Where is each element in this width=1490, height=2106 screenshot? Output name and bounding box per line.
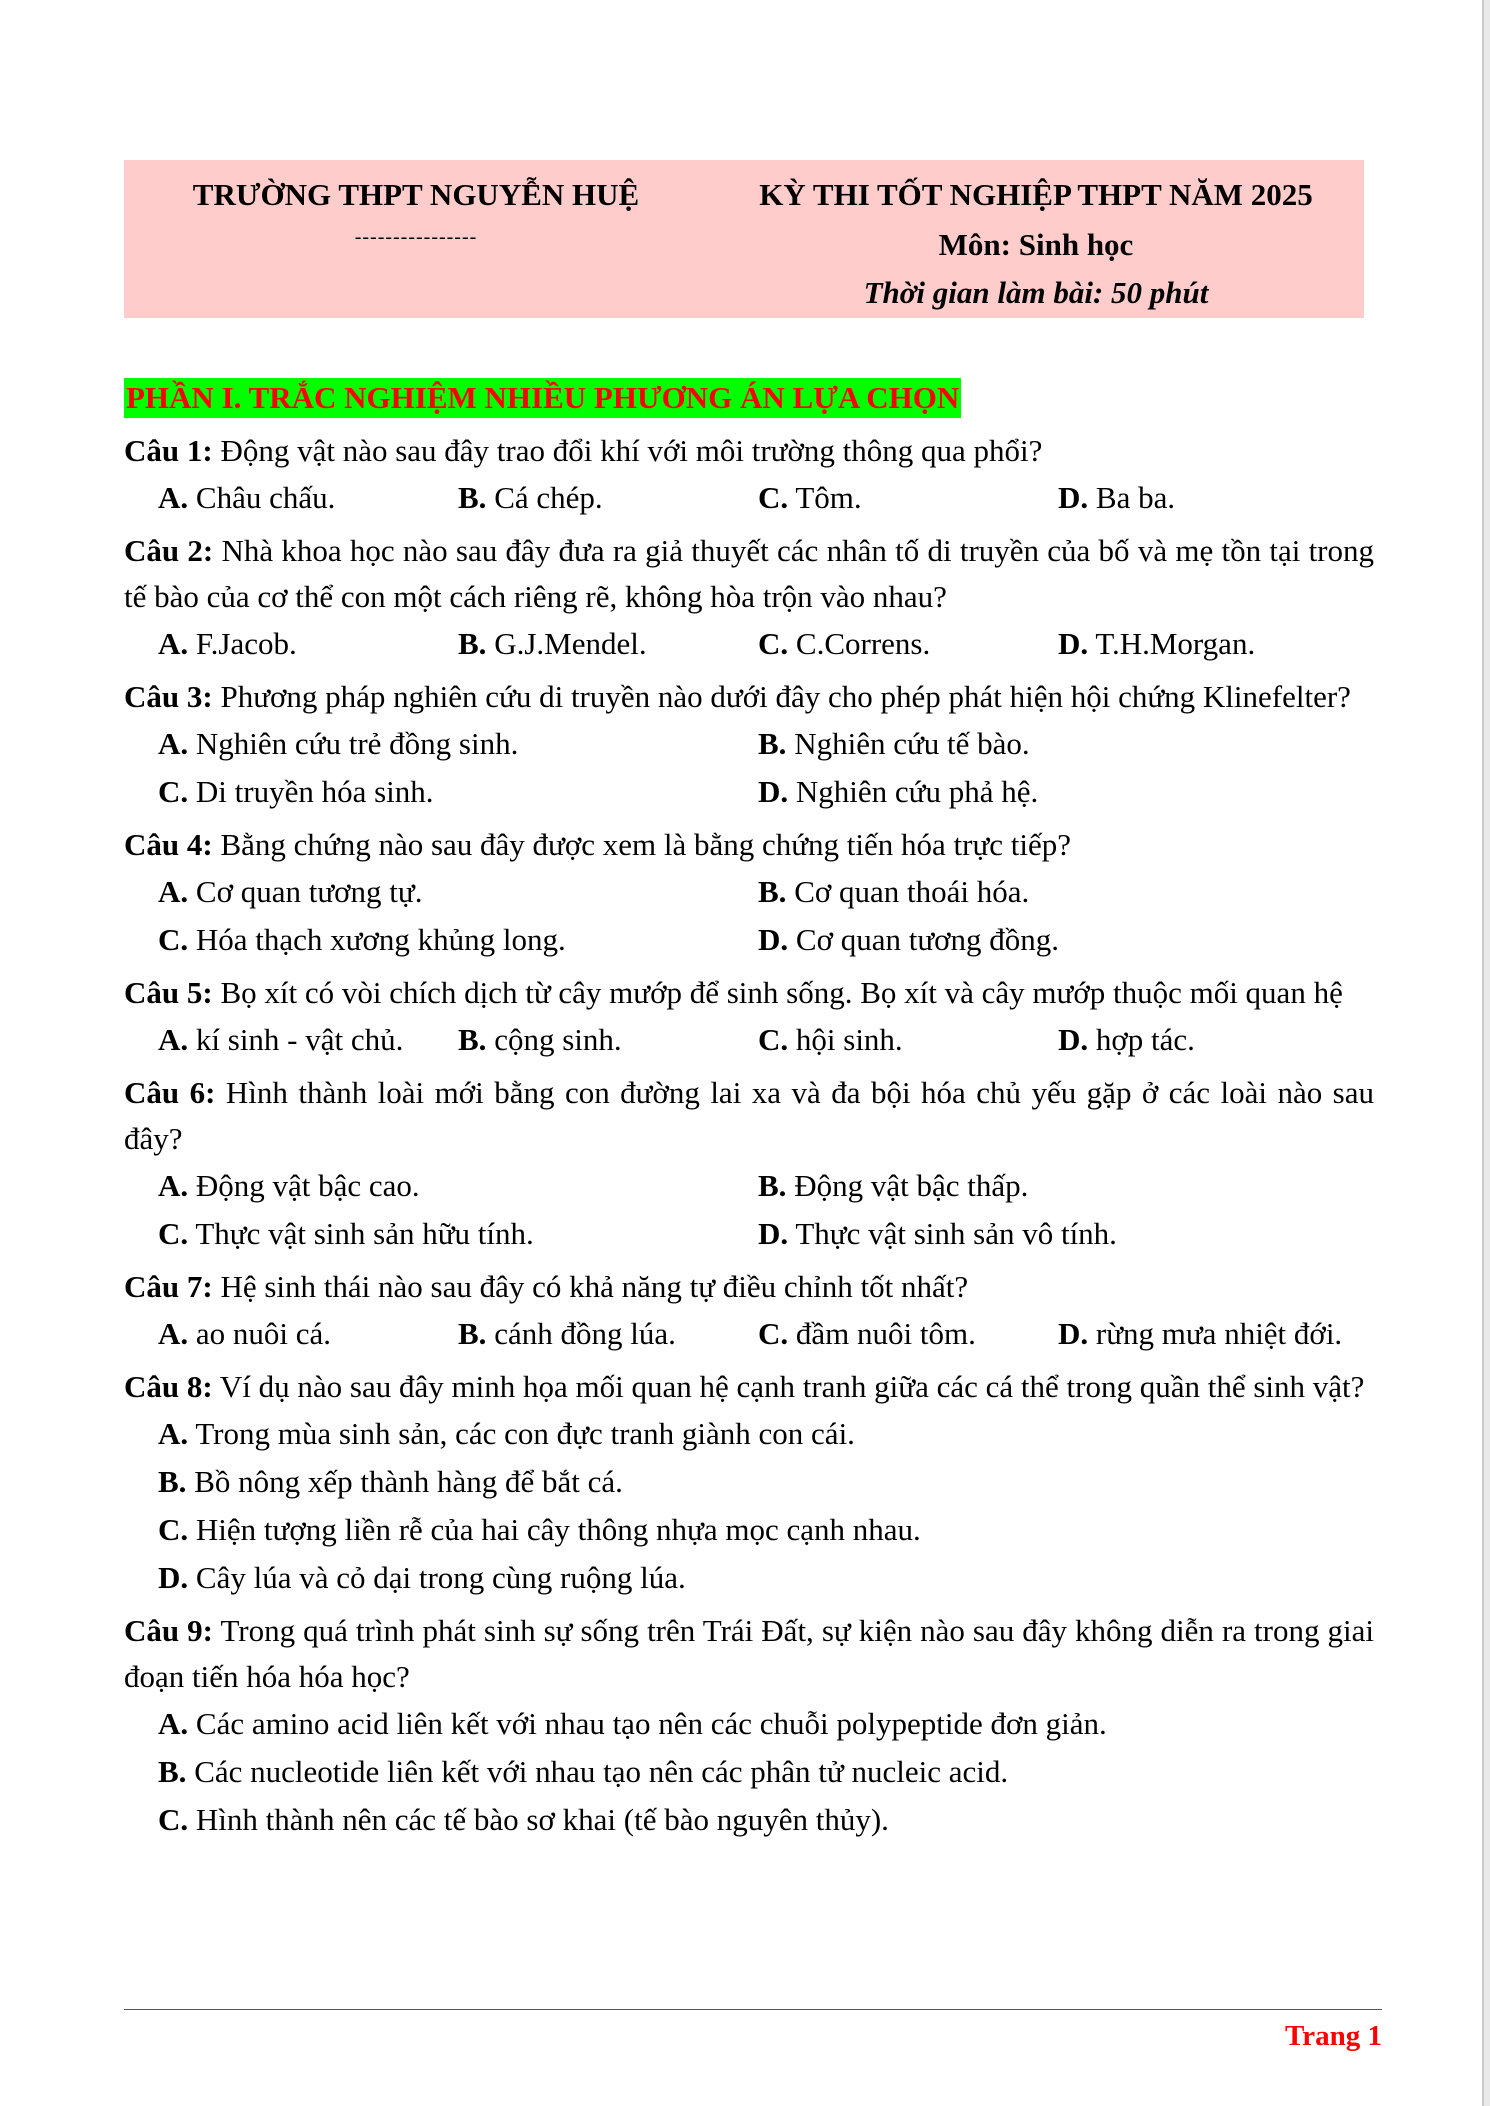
option-text: Cơ quan tương tự.: [188, 874, 423, 909]
question: [124, 1264, 1374, 1310]
question: [124, 1070, 1374, 1162]
option-text: Hình thành nên các tế bào sơ khai (tế bào nguyên thủy).: [188, 1802, 889, 1837]
option-letter: A.: [158, 726, 189, 761]
option-c[interactable]: [758, 474, 1058, 522]
answer-options: [124, 868, 1374, 916]
option-b[interactable]: [458, 620, 758, 668]
question: [124, 970, 1374, 1016]
option-letter: A.: [158, 626, 189, 661]
option-b[interactable]: [758, 1162, 1358, 1210]
option-text: ao nuôi cá.: [188, 1316, 332, 1351]
question-label: Câu 2:: [124, 533, 214, 568]
option-c[interactable]: [124, 1506, 1374, 1554]
question: [124, 1608, 1374, 1700]
option-c[interactable]: [158, 916, 758, 964]
option-b[interactable]: [458, 1016, 758, 1064]
option-text: Bồ nông xếp thành hàng để bắt cá.: [186, 1464, 623, 1499]
option-text: Tôm.: [788, 480, 862, 515]
answer-options: [124, 1210, 1374, 1258]
question-label: Câu 8:: [124, 1369, 213, 1404]
question-text: Phương pháp nghiên cứu di truyền nào dưới đây cho phép phát hiện hội chứng Klinefelter?: [212, 679, 1351, 714]
answer-options: [124, 474, 1374, 522]
option-letter: B.: [758, 726, 787, 761]
option-letter: D.: [758, 1216, 789, 1251]
option-letter: B.: [458, 626, 487, 661]
question-label: Câu 5:: [124, 975, 213, 1010]
section-title: PHẦN I. TRẮC NGHIỆM NHIỀU PHƯƠNG ÁN LỰA CHỌN: [124, 378, 961, 418]
option-letter: C.: [758, 626, 789, 661]
option-letter: C.: [158, 1512, 189, 1547]
option-text: Châu chấu.: [188, 480, 336, 515]
question-text: Hệ sinh thái nào sau đây có khả năng tự điều chỉnh tốt nhất?: [212, 1269, 969, 1304]
option-text: C.Correns.: [788, 626, 931, 661]
answer-options: [124, 1016, 1374, 1064]
option-letter: B.: [158, 1754, 187, 1789]
option-d[interactable]: [1058, 474, 1358, 522]
option-c[interactable]: [124, 1796, 1374, 1844]
question-text: Bọ xít có vòi chích dịch từ cây mướp để sinh sống. Bọ xít và cây mướp thuộc mối quan hệ: [212, 975, 1343, 1010]
option-b[interactable]: [124, 1458, 1374, 1506]
answer-options: [124, 768, 1374, 816]
option-a[interactable]: [124, 1410, 1374, 1458]
option-c[interactable]: [158, 1210, 758, 1258]
header-right: [708, 160, 1364, 318]
answer-options: [124, 720, 1374, 768]
option-letter: D.: [158, 1560, 189, 1595]
option-letter: B.: [758, 874, 787, 909]
option-letter: A.: [158, 480, 189, 515]
question-label: Câu 7:: [124, 1269, 213, 1304]
option-letter: C.: [158, 1216, 189, 1251]
question: [124, 428, 1374, 474]
answer-options: [124, 1310, 1374, 1358]
option-text: hợp tác.: [1088, 1022, 1195, 1057]
option-text: Các amino acid liên kết với nhau tạo nên các chuỗi polypeptide đơn giản.: [188, 1706, 1107, 1741]
question: [124, 528, 1374, 620]
option-text: Nghiên cứu phả hệ.: [788, 774, 1039, 809]
option-text: Nghiên cứu tế bào.: [786, 726, 1030, 761]
question-label: Câu 4:: [124, 827, 213, 862]
option-letter: D.: [1058, 626, 1089, 661]
option-text: cộng sinh.: [486, 1022, 622, 1057]
option-letter: D.: [758, 774, 789, 809]
exam-header: [124, 160, 1364, 318]
option-b[interactable]: [458, 474, 758, 522]
option-letter: C.: [158, 922, 189, 957]
header-left: [124, 160, 708, 318]
question-text: Hình thành loài mới bằng con đường lai xa và đa bội hóa chủ yếu gặp ở các loài nào sau đây?: [124, 1075, 1375, 1156]
option-letter: B.: [458, 480, 487, 515]
option-text: Thực vật sinh sản hữu tính.: [188, 1216, 534, 1251]
option-text: Thực vật sinh sản vô tính.: [788, 1216, 1117, 1251]
option-a[interactable]: [158, 720, 758, 768]
option-text: Cá chép.: [486, 480, 603, 515]
option-text: Các nucleotide liên kết với nhau tạo nên các phân tử nucleic acid.: [186, 1754, 1009, 1789]
option-letter: B.: [458, 1022, 487, 1057]
option-letter: C.: [158, 1802, 189, 1837]
option-letter: B.: [158, 1464, 187, 1499]
option-d[interactable]: [1058, 620, 1358, 668]
option-letter: B.: [758, 1168, 787, 1203]
option-text: Cây lúa và cỏ dại trong cùng ruộng lúa.: [188, 1560, 686, 1595]
option-a[interactable]: [158, 1162, 758, 1210]
option-d[interactable]: [1058, 1310, 1358, 1358]
option-d[interactable]: [758, 768, 1358, 816]
option-text: đầm nuôi tôm.: [788, 1316, 976, 1351]
option-letter: C.: [758, 1316, 789, 1351]
question-text: Bằng chứng nào sau đây được xem là bằng chứng tiến hóa trực tiếp?: [212, 827, 1072, 862]
option-text: Nghiên cứu trẻ đồng sinh.: [188, 726, 519, 761]
question: [124, 822, 1374, 868]
option-c[interactable]: [758, 1310, 1058, 1358]
option-letter: A.: [158, 874, 189, 909]
option-letter: A.: [158, 1706, 189, 1741]
option-a[interactable]: [158, 868, 758, 916]
option-a[interactable]: [158, 1310, 458, 1358]
answer-options: [124, 620, 1374, 668]
option-text: Cơ quan tương đồng.: [788, 922, 1060, 957]
answer-options: [124, 1162, 1374, 1210]
option-d[interactable]: [758, 1210, 1358, 1258]
option-letter: D.: [1058, 1022, 1089, 1057]
exam-duration: Thời gian làm bài: 50 phút: [863, 275, 1209, 310]
question-text: Động vật nào sau đây trao đổi khí với môi trường thông qua phổi?: [212, 433, 1043, 468]
option-a[interactable]: [158, 474, 458, 522]
option-b[interactable]: [458, 1310, 758, 1358]
option-letter: D.: [1058, 1316, 1089, 1351]
footer-divider: [124, 2009, 1382, 2010]
question: [124, 674, 1374, 720]
option-a[interactable]: [124, 1700, 1374, 1748]
option-b[interactable]: [124, 1748, 1374, 1796]
option-text: Cơ quan thoái hóa.: [786, 874, 1030, 909]
question-label: Câu 9:: [124, 1613, 213, 1648]
option-text: rừng mưa nhiệt đới.: [1088, 1316, 1343, 1351]
option-d[interactable]: [124, 1554, 1374, 1602]
option-text: F.Jacob.: [188, 626, 297, 661]
question-list: [124, 422, 1374, 1844]
option-b[interactable]: [758, 720, 1358, 768]
option-d[interactable]: [1058, 1016, 1358, 1064]
option-text: Trong mùa sinh sản, các con đực tranh giành con cái.: [188, 1416, 855, 1451]
option-text: Động vật bậc thấp.: [786, 1168, 1029, 1203]
option-letter: D.: [758, 922, 789, 957]
option-letter: B.: [458, 1316, 487, 1351]
question-text: Ví dụ nào sau đây minh họa mối quan hệ cạnh tranh giữa các cá thể trong quần thể sinh vật?: [212, 1369, 1365, 1404]
question-text: Nhà khoa học nào sau đây đưa ra giả thuyết các nhân tố di truyền của bố và mẹ tồn tại trong tế bào của cơ thể con một cách riêng rẽ, không hòa trộn vào nhau?: [124, 533, 1375, 614]
option-d[interactable]: [758, 916, 1358, 964]
option-c[interactable]: [158, 768, 758, 816]
option-text: kí sinh - vật chủ.: [188, 1022, 404, 1057]
option-text: Ba ba.: [1088, 480, 1176, 515]
option-text: Di truyền hóa sinh.: [188, 774, 434, 809]
option-b[interactable]: [758, 868, 1358, 916]
page-number: Trang 1: [1285, 2020, 1382, 2052]
option-letter: D.: [1058, 480, 1089, 515]
option-text: hội sinh.: [788, 1022, 903, 1057]
header-divider: ----------------: [354, 226, 478, 248]
school-name: TRƯỜNG THPT NGUYỄN HUỆ: [192, 177, 640, 212]
exam-title: KỲ THI TỐT NGHIỆP THPT NĂM 2025: [759, 177, 1313, 212]
question: [124, 1364, 1374, 1410]
question-label: Câu 1:: [124, 433, 213, 468]
option-text: T.H.Morgan.: [1088, 626, 1256, 661]
option-c[interactable]: [758, 1016, 1058, 1064]
option-letter: C.: [758, 480, 789, 515]
option-letter: A.: [158, 1168, 189, 1203]
question-label: Câu 6:: [124, 1075, 216, 1110]
option-a[interactable]: [158, 1016, 458, 1064]
answer-options: [124, 916, 1374, 964]
option-text: cánh đồng lúa.: [486, 1316, 676, 1351]
option-letter: A.: [158, 1022, 189, 1057]
option-text: Hóa thạch xương khủng long.: [188, 922, 566, 957]
option-text: G.J.Mendel.: [486, 626, 647, 661]
exam-subject: Môn: Sinh học: [938, 227, 1134, 262]
option-text: Động vật bậc cao.: [188, 1168, 420, 1203]
question-label: Câu 3:: [124, 679, 213, 714]
option-letter: C.: [158, 774, 189, 809]
option-a[interactable]: [158, 620, 458, 668]
option-text: Hiện tượng liền rễ của hai cây thông nhựa mọc cạnh nhau.: [188, 1512, 921, 1547]
option-letter: A.: [158, 1416, 189, 1451]
option-letter: C.: [758, 1022, 789, 1057]
option-letter: A.: [158, 1316, 189, 1351]
option-c[interactable]: [758, 620, 1058, 668]
question-text: Trong quá trình phát sinh sự sống trên Trái Đất, sự kiện nào sau đây không diễn ra trong giai đoạn tiến hóa hóa học?: [124, 1613, 1374, 1694]
